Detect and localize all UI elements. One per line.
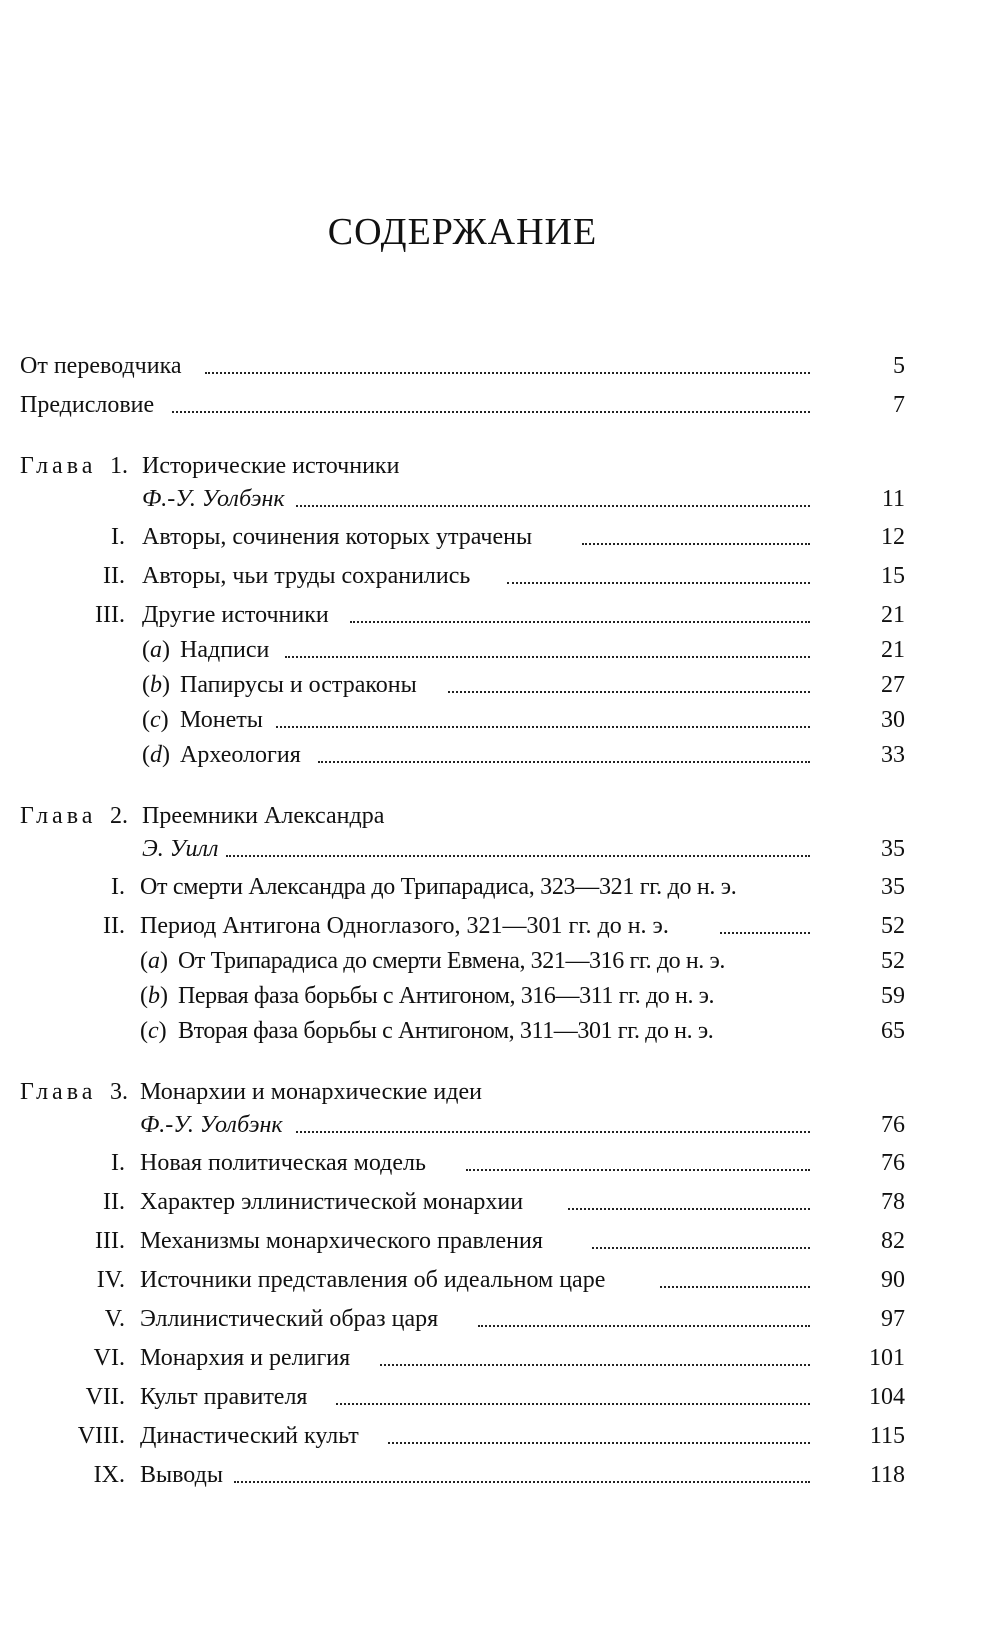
entry-label: Династический культ: [140, 1423, 359, 1449]
page-number: 78: [881, 1189, 905, 1215]
toc-entry: [0, 1145, 1000, 1181]
entry-label: Авторы, чьи труды сохранились: [142, 563, 471, 589]
toc-entry: (c) Вторая фаза борьбы с Антигоном, 311—301 гг. до н. э. 65: [0, 1013, 1000, 1049]
dot-leader: [205, 348, 810, 384]
section-number: V.: [104, 1306, 125, 1332]
entry-label: Надписи: [180, 637, 270, 663]
entry-label: Монархия и религия: [140, 1345, 351, 1371]
chapter-title: Преемники Александра: [142, 803, 385, 829]
entry-label: Выводы: [140, 1462, 223, 1488]
subsection-letter: b: [150, 672, 162, 698]
chapter-number: 2.: [110, 803, 128, 829]
page-number: 65: [881, 1018, 905, 1044]
entry-label: Период Антигона Одноглазого, 321—301 гг. до н. э.: [140, 913, 669, 939]
entry-label: Папирусы и остраконы: [180, 672, 417, 698]
toc-entry: [0, 519, 1000, 555]
toc-entry: (a) От Трипарадиса до смерти Евмена, 321—316 гг. до н. э. 52: [0, 943, 1000, 979]
page-number: 27: [881, 672, 905, 698]
chapter-heading: [0, 448, 1000, 484]
page-number: 76: [881, 1150, 905, 1176]
toc-entry: [0, 908, 1000, 944]
page-number: 82: [881, 1228, 905, 1254]
toc-entry: (b) Папирусы и остраконы 27: [0, 667, 1000, 703]
entry-label: Вторая фаза борьбы с Антигоном, 311—301 гг. до н. э.: [178, 1018, 714, 1044]
section-number: VI.: [93, 1345, 125, 1371]
page-number: 115: [869, 1423, 905, 1449]
chapter-label: Глава: [20, 803, 97, 829]
toc-entry: [0, 387, 1000, 423]
page-number: 30: [881, 707, 905, 733]
subsection-letter: c: [150, 707, 161, 733]
toc-entry: [0, 481, 1000, 517]
subsection-letter: a: [148, 948, 160, 974]
toc-entry: [0, 869, 1000, 905]
toc-entry: [0, 1262, 1000, 1298]
toc-entry: [0, 1107, 1000, 1143]
dot-leader: [285, 632, 810, 668]
page-number: 21: [881, 637, 905, 663]
toc-entry: [0, 1457, 1000, 1493]
toc-entry: (b) Первая фаза борьбы с Антигоном, 316—311 гг. до н. э. 59: [0, 978, 1000, 1014]
entry-label: Предисловие: [20, 392, 155, 418]
entry-label: Авторы, сочинения которых утрачены: [142, 524, 533, 550]
page-number: 101: [869, 1345, 905, 1371]
page-number: 15: [881, 563, 905, 589]
dot-leader: [380, 1340, 810, 1376]
page-number: 104: [869, 1384, 905, 1410]
toc-entry: (c) Монеты 30: [0, 702, 1000, 738]
dot-leader: [448, 667, 810, 703]
toc-entry: [0, 1184, 1000, 1220]
dot-leader: [478, 1301, 810, 1337]
toc-entry: [0, 1379, 1000, 1415]
chapter-heading: [0, 1074, 1000, 1110]
chapter-label: Глава: [20, 1079, 97, 1105]
section-number: IV.: [96, 1267, 125, 1293]
toc-entry: (d) Археология 33: [0, 737, 1000, 773]
entry-label: От Трипарадиса до смерти Евмена, 321—316 гг. до н. э.: [178, 948, 725, 974]
dot-leader: [276, 702, 810, 738]
toc-entry: [0, 1301, 1000, 1337]
page-title: СОДЕРЖАНИЕ: [327, 211, 598, 253]
page-number: 21: [881, 602, 905, 628]
toc-entry: [0, 1340, 1000, 1376]
dot-leader: [336, 1379, 810, 1415]
dot-leader: [234, 1457, 810, 1493]
page-number: 35: [881, 836, 905, 862]
page-number: 59: [881, 983, 905, 1009]
page-number: 52: [881, 948, 905, 974]
section-number: I.: [111, 874, 125, 900]
dot-leader: [507, 558, 810, 594]
subsection-letter: d: [150, 742, 162, 768]
dot-leader: [720, 908, 810, 944]
section-number: II.: [103, 913, 125, 939]
dot-leader: [388, 1418, 810, 1454]
page-number: 11: [881, 486, 905, 512]
entry-label: Монеты: [180, 707, 263, 733]
toc-entry: [0, 558, 1000, 594]
entry-label: Новая политическая модель: [140, 1150, 426, 1176]
entry-label: От смерти Александра до Трипарадиса, 323—321 гг. до н. э.: [140, 874, 737, 900]
entry-label: От переводчика: [20, 353, 182, 379]
dot-leader: [350, 597, 810, 633]
page-number: 97: [881, 1306, 905, 1332]
chapter-title: Монархии и монархические идеи: [140, 1079, 482, 1105]
entry-label: Археология: [180, 742, 301, 768]
entry-label: Другие источники: [142, 602, 329, 628]
section-number: II.: [103, 1189, 125, 1215]
chapter-author: Ф.-У. Уолбэнк: [142, 486, 285, 512]
dot-leader: [582, 519, 810, 555]
section-number: IX.: [93, 1462, 125, 1488]
chapter-number: 3.: [110, 1079, 128, 1105]
section-number: I.: [111, 1150, 125, 1176]
toc-entry: [0, 831, 1000, 867]
dot-leader: [466, 1145, 810, 1181]
dot-leader: [660, 1262, 810, 1298]
entry-label: Источники представления об идеальном царе: [140, 1267, 606, 1293]
chapter-label: Глава: [20, 453, 97, 479]
dot-leader: [226, 831, 810, 867]
page-number: 118: [869, 1462, 905, 1488]
section-number: III.: [95, 602, 125, 628]
chapter-heading: [0, 798, 1000, 834]
dot-leader: [592, 1223, 810, 1259]
toc-entry: (a) Надписи 21: [0, 632, 1000, 668]
page-number: 5: [893, 353, 905, 379]
page-number: 76: [881, 1112, 905, 1138]
entry-label: Характер эллинистической монархии: [140, 1189, 524, 1215]
entry-label: Эллинистический образ царя: [140, 1306, 439, 1332]
dot-leader: [296, 1107, 810, 1143]
chapter-author: Ф.-У. Уолбэнк: [140, 1112, 283, 1138]
page-number: 33: [881, 742, 905, 768]
dot-leader: [172, 387, 810, 423]
toc-entry: [0, 1418, 1000, 1454]
section-number: III.: [95, 1228, 125, 1254]
toc-entry: [0, 1223, 1000, 1259]
page-number: 52: [881, 913, 905, 939]
page-number: 12: [881, 524, 905, 550]
page-number: 7: [893, 392, 905, 418]
section-number: I.: [111, 524, 125, 550]
entry-label: Механизмы монархического правления: [140, 1228, 543, 1254]
chapter-number: 1.: [110, 453, 128, 479]
page-number: 90: [881, 1267, 905, 1293]
dot-leader: [568, 1184, 810, 1220]
dot-leader: [296, 481, 810, 517]
toc-entry: [0, 348, 1000, 384]
subsection-letter: c: [148, 1018, 159, 1044]
entry-label: Культ правителя: [140, 1384, 308, 1410]
toc-entry: [0, 597, 1000, 633]
chapter-title: Исторические источники: [142, 453, 400, 479]
page-number: 35: [881, 874, 905, 900]
subsection-letter: a: [150, 637, 162, 663]
section-number: II.: [103, 563, 125, 589]
section-number: VII.: [85, 1384, 125, 1410]
section-number: VIII.: [77, 1423, 125, 1449]
chapter-author: Э. Уилл: [142, 836, 219, 862]
entry-label: Первая фаза борьбы с Антигоном, 316—311 гг. до н. э.: [178, 983, 715, 1009]
subsection-letter: b: [148, 983, 160, 1009]
dot-leader: [318, 737, 810, 773]
